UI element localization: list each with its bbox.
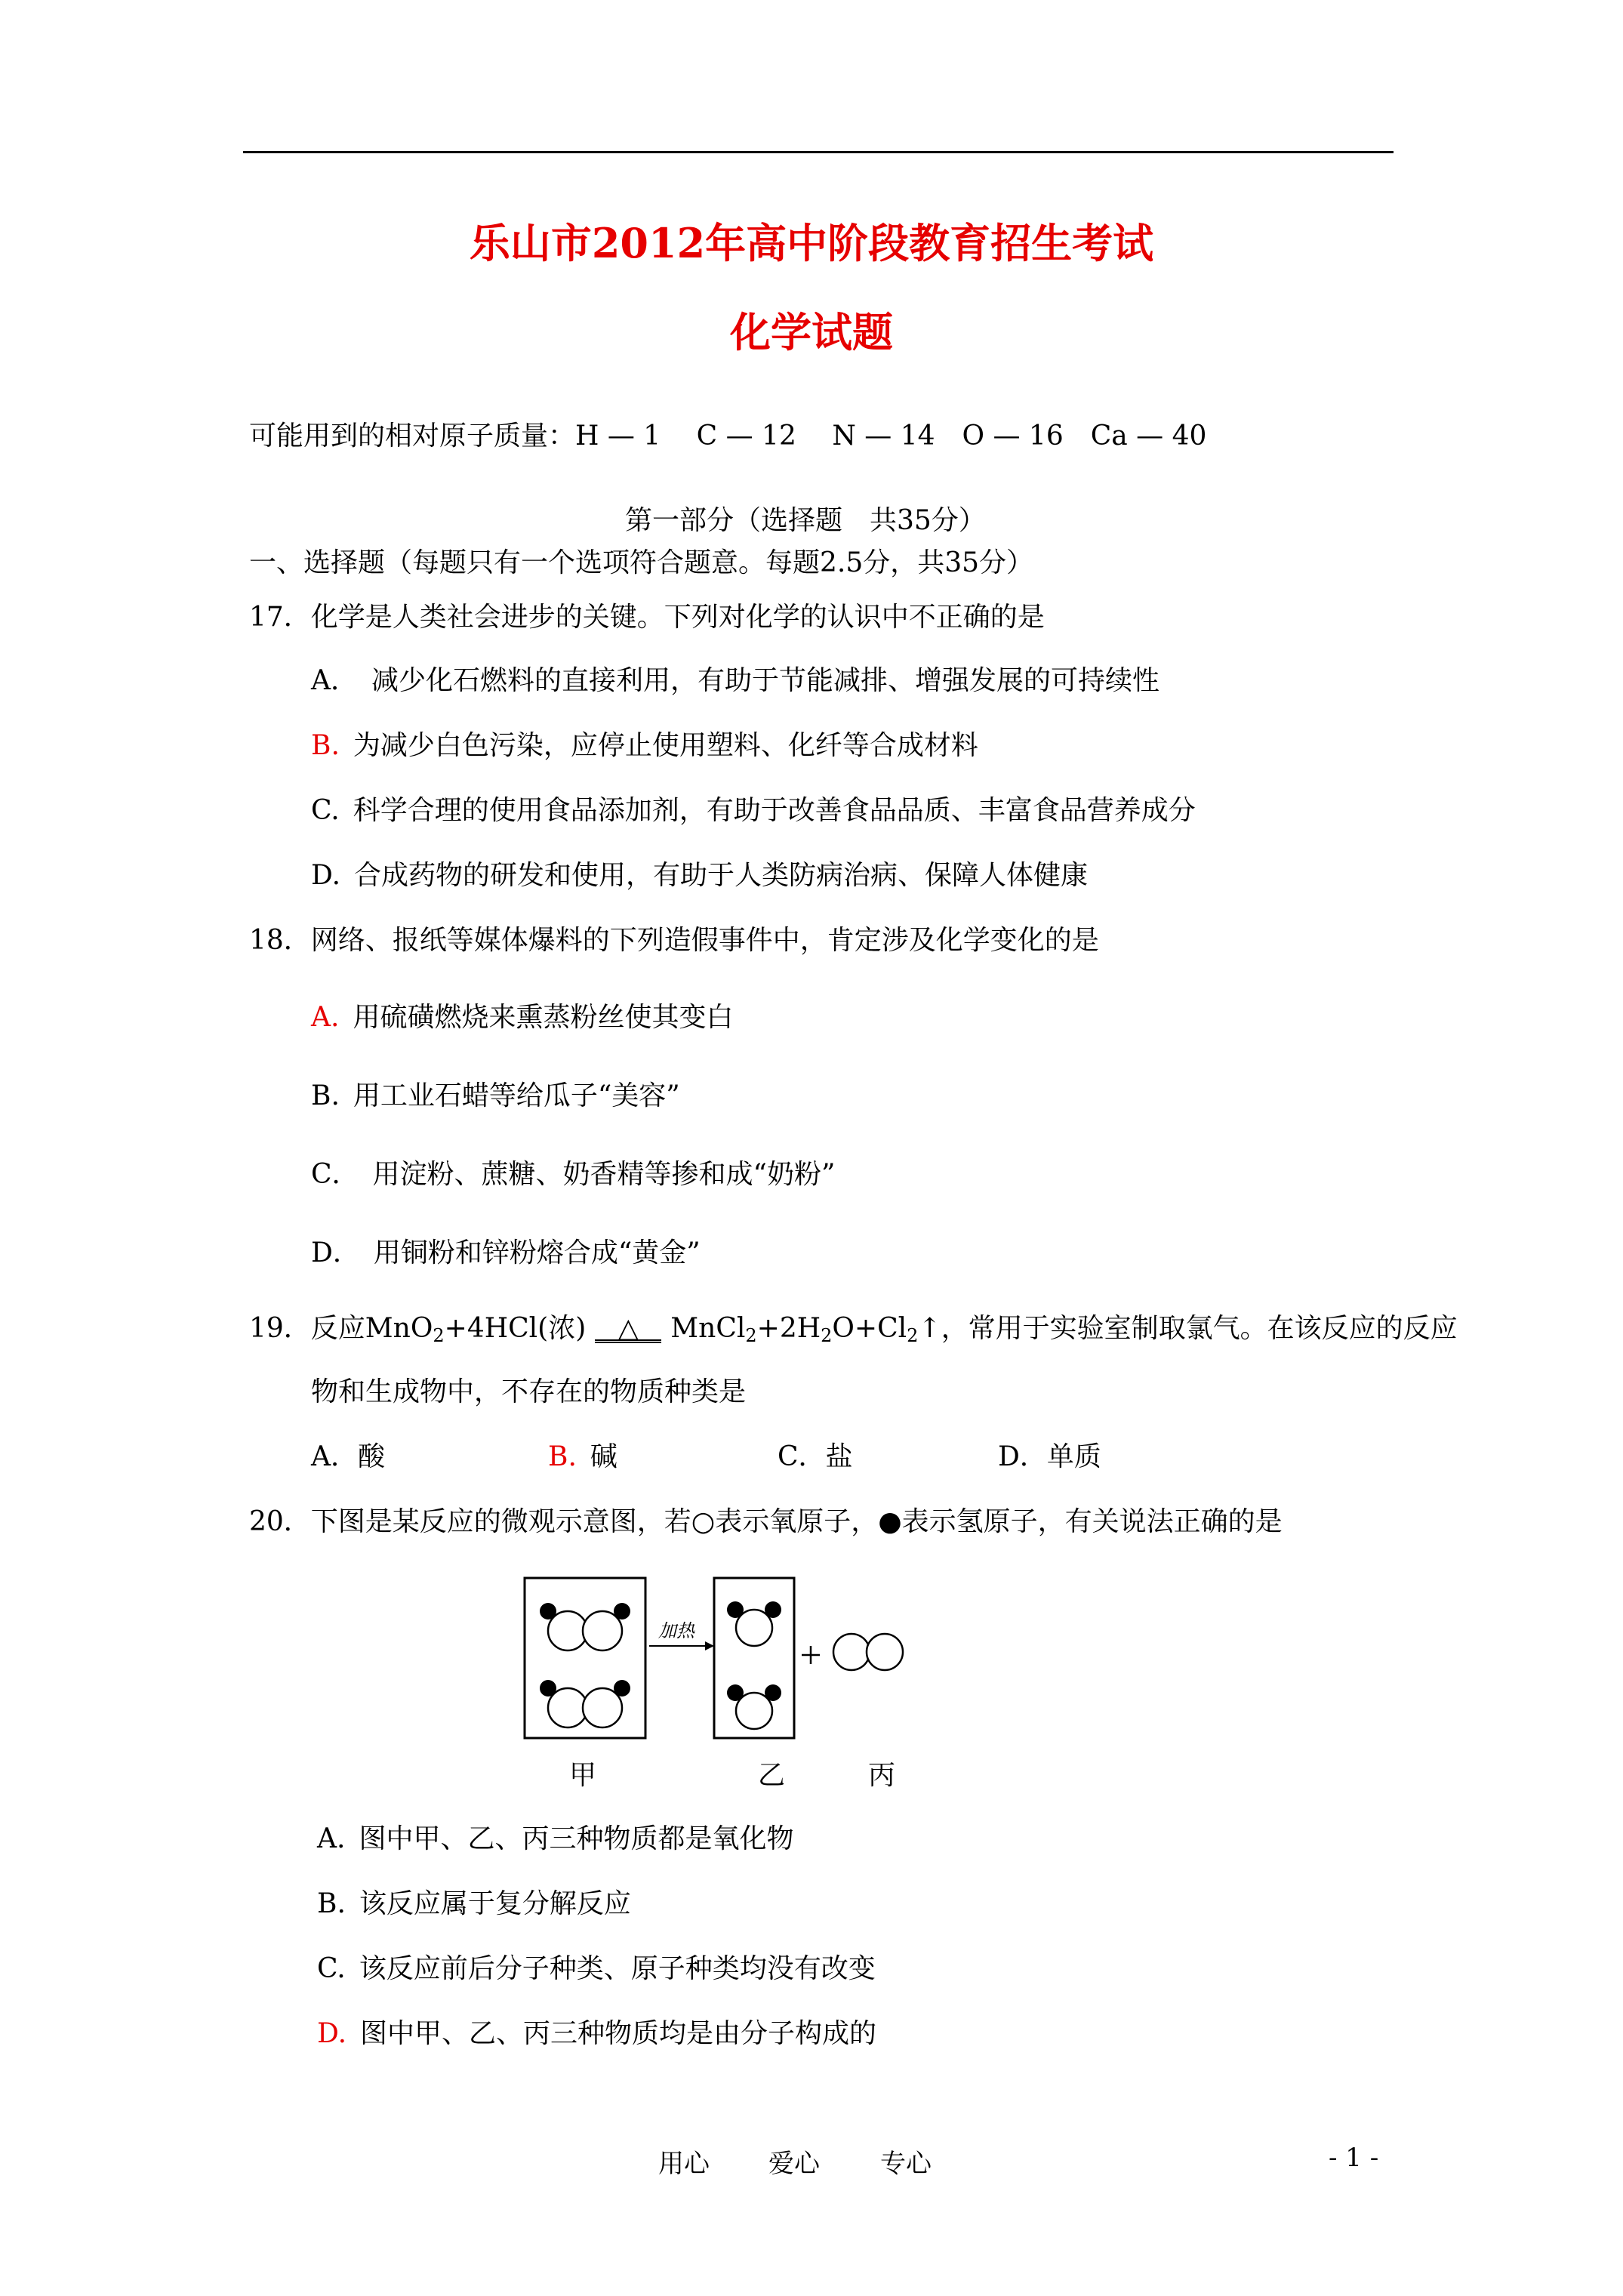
exam-subtitle: 化学试题 [730,308,893,356]
q18-option-a [311,1001,733,1034]
option-text: 为减少白色污染，应停止使用塑料、化纤等合成材料 [353,730,978,761]
option-text: 科学合理的使用食品添加剂，有助于改善食品品质、丰富食品营养成分 [353,795,1196,826]
option-text: 合成药物的研发和使用，有助于人类防病治病、保障人体健康 [354,860,1089,891]
option-letter: C. [317,1953,346,1984]
option-letter: D． [311,1237,360,1268]
part-heading: 第一部分（选择题 共35分） [625,505,986,536]
q20-option-d [317,2017,876,2050]
q17-option-a [311,664,1160,697]
label-jia: 甲 [569,1760,597,1791]
molecule-h2 [727,1684,781,1729]
option-letter: A. [317,1823,346,1854]
option-letter-answer: D. [317,2018,347,2049]
label-yi: 乙 [758,1760,786,1791]
reaction-micro-diagram [521,1570,944,1744]
option-text: 图中甲、乙、丙三种物质均是由分子构成的 [360,2018,877,2049]
q18-option-b [311,1080,680,1112]
option-letter: C. [311,795,340,826]
footer-motto-1: 用心 [658,2149,710,2179]
q18-option-d [311,1237,701,1269]
molecule-h2o [540,1603,630,1650]
q18-option-c [311,1158,835,1191]
molecule-h2o [540,1680,630,1727]
q18-stem: 18．网络、报纸等媒体爆料的下列造假事件中，肯定涉及化学变化的是 [249,925,1099,956]
q17-stem: 17．化学是人类社会进步的关键。下列对化学的认识中不正确的是 [249,602,1045,633]
q17-option-c [311,794,1196,827]
option-letter-answer: B. [548,1441,577,1472]
q20-option-c [317,1952,876,1985]
arrow-label: 加热 [658,1620,694,1641]
molecule-o2 [833,1634,903,1670]
atomic-masses: 可能用到的相对原子质量：H — 1 C — 12 N — 14 O — 16 Ca — 40 [249,421,1207,451]
reaction-condition-heat: △ [595,1312,661,1345]
option-letter: B. [311,1080,340,1111]
q19-option-b [548,1441,617,1473]
page-number: - 1 - [1329,2143,1379,2173]
footer-motto-3: 专心 [880,2149,932,2179]
option-text: 该反应前后分子种类、原子种类均没有改变 [359,1953,876,1984]
exam-title: 乐山市2012年高中阶段教育招生考试 [469,219,1154,267]
q19-stem-line2: 物和生成物中，不存在的物质种类是 [311,1376,747,1407]
molecule-h2 [727,1601,781,1646]
option-text: 用铜粉和锌粉熔合成“黄金” [373,1237,701,1268]
option-letter: D. [311,860,341,891]
q19-stem: 19．反应MnO$_2$+4HCl(浓) △ $MnCl_2+2H_2O+Cl_2↑$，常用于实验室制取氯气。在该反应的反应 [249,1313,1458,1346]
q17-option-d [311,859,1088,892]
option-text: 图中甲、乙、丙三种物质都是氧化物 [359,1823,794,1854]
q20-option-b [317,1888,631,1920]
q19-option-c: C．盐 [778,1441,853,1472]
option-letter-answer: B. [311,730,340,761]
option-text: 用淀粉、蔗糖、奶香精等掺和成“奶粉” [372,1159,836,1190]
q20-stem: 20．下图是某反应的微观示意图，若○表示氧原子，●表示氢原子，有关说法正确的是 [249,1506,1283,1537]
option-letter: C． [311,1159,359,1190]
option-letter: A． [311,665,358,696]
q20-option-a [317,1823,793,1855]
label-bing: 丙 [868,1760,896,1791]
q19-option-a: A．酸 [311,1441,385,1472]
plus-sign [802,1646,820,1664]
q17-option-b [311,729,978,762]
option-text: 碱 [590,1441,617,1472]
option-text: 该反应属于复分解反应 [359,1888,631,1919]
q19-option-d: D．单质 [998,1441,1101,1472]
option-text: 减少化石燃料的直接利用，有助于节能减排、增强发展的可持续性 [371,665,1160,696]
option-letter-answer: A. [311,1002,340,1033]
reaction-arrow [649,1641,714,1650]
footer-motto-2: 爱心 [768,2149,820,2179]
option-text: 用工业石蜡等给瓜子“美容” [353,1080,680,1111]
top-rule [243,151,1394,153]
option-letter: B. [317,1888,346,1919]
section-heading: 一、选择题（每题只有一个选项符合题意。每题2.5分，共35分） [249,547,1034,578]
option-text: 用硫磺燃烧来熏蒸粉丝使其变白 [353,1002,734,1033]
